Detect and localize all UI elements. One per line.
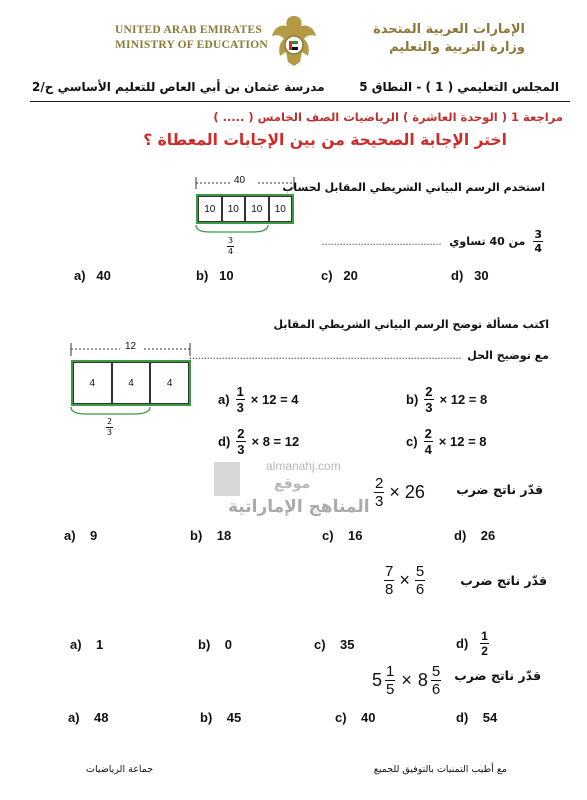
q1-bar-fraction: $\frac{3}{4}$: [228, 236, 234, 256]
q2-bar-total: 12: [125, 341, 137, 352]
q1-bar-diagram: [190, 173, 302, 261]
q2-bar-diagram: [64, 340, 200, 440]
header-en-line1: UNITED ARAB EMIRATES: [115, 24, 262, 36]
school-name: مدرسة عثمان بن أبي العاص للتعليم الأساسي ح/2: [32, 80, 325, 94]
watermark-line1: موقع: [274, 476, 311, 492]
council-label: المجلس التعليمي ( 1 ) - النطاق 5: [359, 80, 559, 94]
q3-option-b[interactable]: b) 18: [190, 528, 232, 543]
q2-prompt: اكتب مسألة توضح الرسم البياني الشريطي المقابل: [273, 318, 549, 331]
q4-expression: $\frac{7}{8}$ × $\frac{5}{6}$: [385, 563, 425, 598]
footer-group: جماعة الرياضيات: [86, 764, 154, 775]
q1-prompt: استخدم الرسم البياني الشريطي المقابل لحساب: [282, 181, 545, 194]
q1-option-a[interactable]: a) 40: [74, 268, 111, 283]
q1-bar-cell: 10: [245, 196, 269, 222]
q3-expression: $\frac{2}{3}$ × 26: [375, 475, 425, 510]
q2-sub: مع توضيح الحل: [467, 349, 549, 362]
q4-option-b[interactable]: b) 0: [198, 637, 232, 652]
q5-expression: 5 $\frac{1}{5}$ × 8 $\frac{5}{6}$: [372, 663, 441, 698]
q3-option-a[interactable]: a) 9: [64, 528, 98, 543]
q2-bar-fraction: $\frac{2}{3}$: [107, 417, 113, 437]
q2-bar: [71, 360, 191, 406]
q1-ask-text: من 40 تساوي: [449, 235, 526, 248]
review-title: مراجعة 1 ( الوحدة العاشرة ) الرياضيات الصف الخامس ( ..... ): [213, 110, 563, 124]
q1-bar-cell: 10: [198, 196, 222, 222]
emblem-logo: [268, 12, 320, 70]
q4-prompt: قدّر ناتج ضرب: [460, 573, 547, 588]
q4-option-d[interactable]: d) $\frac{1}{2}$: [456, 629, 488, 658]
q1-ask-fraction: $\frac{3}{4}$: [534, 228, 542, 255]
q5-option-b[interactable]: b) 45: [200, 710, 242, 725]
q1-option-d[interactable]: d) 30: [451, 268, 489, 283]
watermark-logo: [214, 462, 240, 496]
q2-sub-line: [189, 349, 549, 362]
q3-option-c[interactable]: c) 16: [322, 528, 363, 543]
q2-bar-cell: 4: [112, 362, 151, 404]
q3-prompt: قدّر ناتج ضرب: [456, 482, 543, 497]
q2-bar-cell: 4: [73, 362, 112, 404]
q5-option-a[interactable]: a) 48: [68, 710, 109, 725]
footer-wishes: مع أطيب التمنيات بالتوفيق للجميع: [373, 764, 507, 775]
q1-option-c[interactable]: c) 20: [321, 268, 358, 283]
watermark-url: almanahj.com: [266, 459, 341, 473]
q2-option-b[interactable]: b) $\frac{2}{3}$ × 12 = 8: [406, 384, 488, 415]
q2-answer-dots[interactable]: ...........................................................................................: [188, 349, 462, 362]
q2-bar-cell: 4: [150, 362, 189, 404]
q1-bar-total: 40: [234, 175, 246, 186]
instruction-title: اختر الإجابة الصحيحة من بين الإجابات المعطاة ؟: [143, 131, 507, 149]
q5-option-d[interactable]: d) 54: [456, 710, 498, 725]
header-ar-line2: وزارة التربية والتعليم: [389, 40, 525, 55]
q1-option-b[interactable]: b) 10: [196, 268, 234, 283]
header-en-line2: MINISTRY OF EDUCATION: [115, 39, 268, 51]
q4-option-a[interactable]: a) 1: [70, 637, 104, 652]
header-ar-line1: الإمارات العربية المتحدة: [373, 22, 525, 37]
q2-option-a[interactable]: a) $\frac{1}{3}$ × 12 = 4: [218, 384, 299, 415]
q4-option-c[interactable]: c) 35: [314, 637, 355, 652]
q1-answer-dots[interactable]: ........................................: [321, 235, 442, 248]
q2-option-c[interactable]: c) $\frac{2}{4}$ × 12 = 8: [406, 426, 487, 457]
q1-question-line: [321, 229, 543, 254]
q1-bar-cell: 10: [222, 196, 246, 222]
q5-prompt: قدّر ناتج ضرب: [454, 668, 541, 683]
q2-option-d[interactable]: d) $\frac{2}{3}$ × 8 = 12: [218, 426, 300, 457]
q1-bar: [196, 194, 294, 224]
q3-option-d[interactable]: d) 26: [454, 528, 496, 543]
q1-bar-cell: 10: [269, 196, 293, 222]
header-divider: [30, 101, 570, 102]
q5-option-c[interactable]: c) 40: [335, 710, 376, 725]
watermark-line2: المناهج الإماراتية: [228, 497, 370, 517]
